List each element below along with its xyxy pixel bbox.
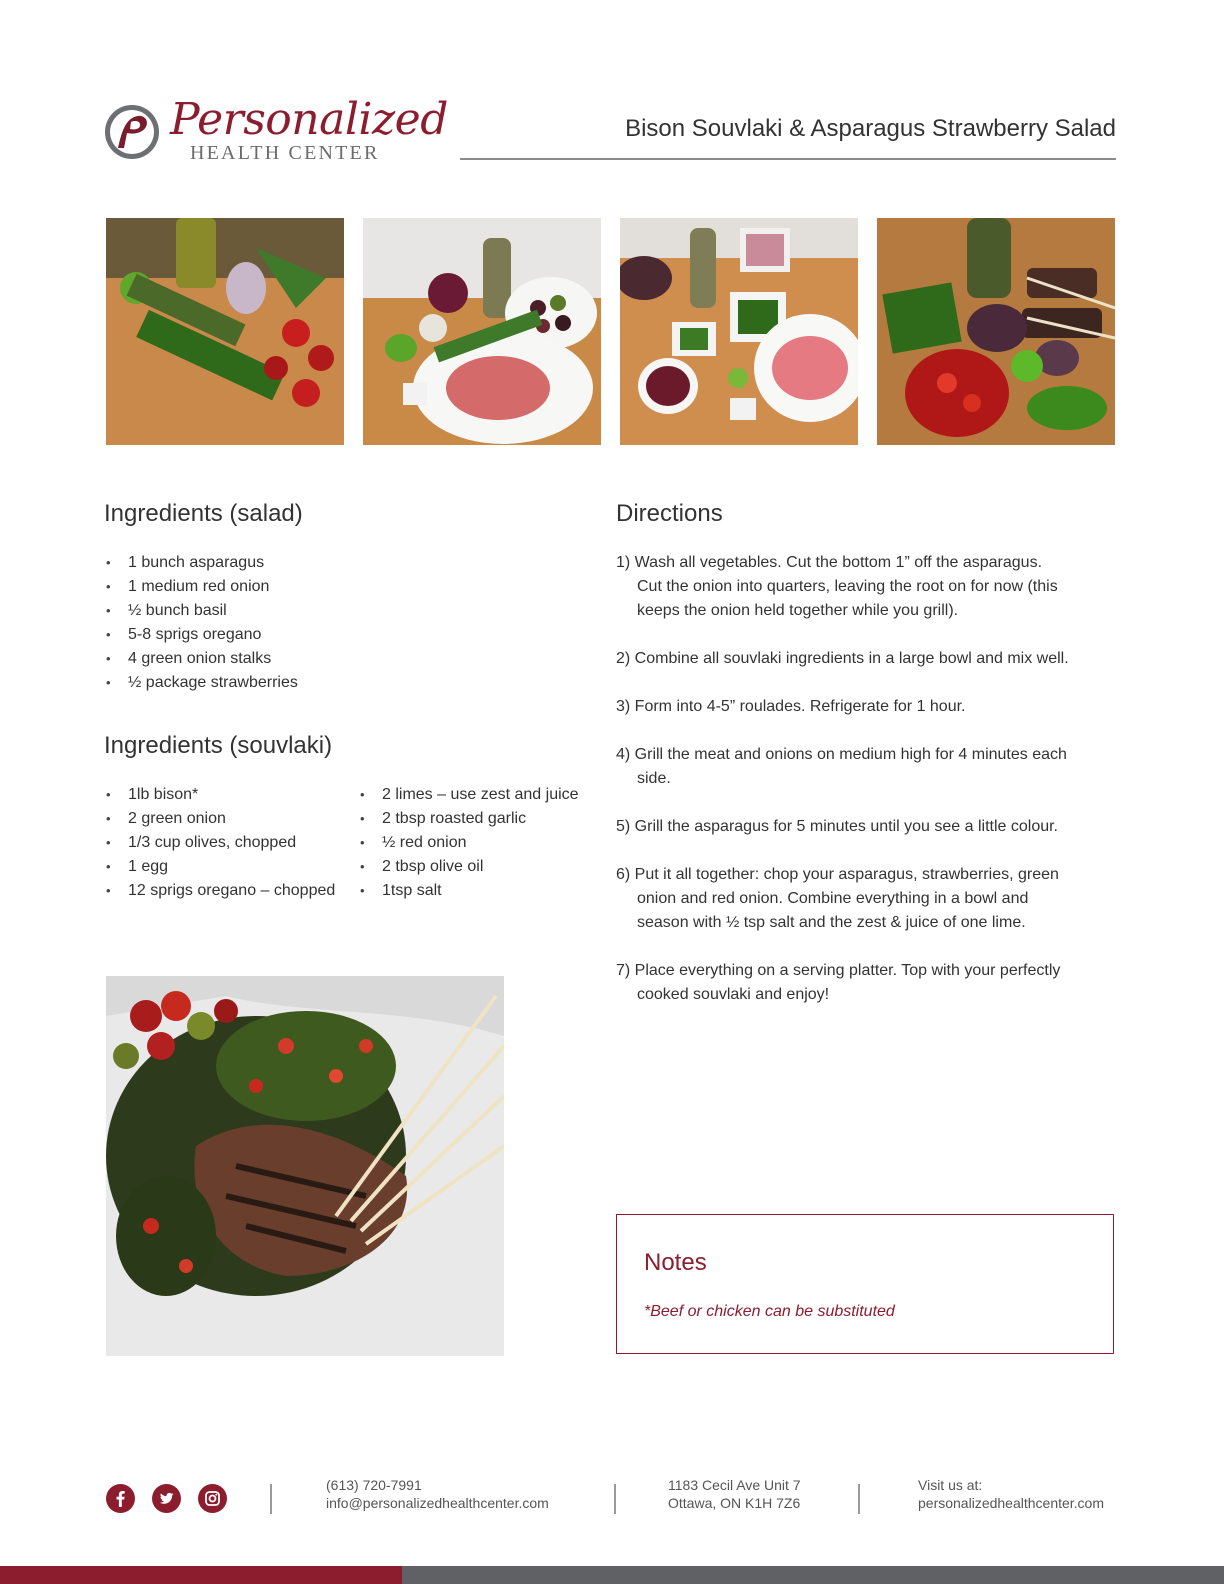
list-item: • 1 egg bbox=[104, 855, 335, 879]
footer-divider bbox=[858, 1484, 860, 1514]
address-block bbox=[668, 1476, 801, 1512]
list-item: • 5-8 sprigs oregano bbox=[104, 623, 298, 647]
list-item: • 1lb bison* bbox=[104, 783, 335, 807]
step-text: 7) Place everything on a serving platter. Top with your perfectly bbox=[616, 962, 1061, 979]
step-text: cooked souvlaki and enjoy! bbox=[637, 986, 830, 1003]
notes-box bbox=[616, 1214, 1114, 1354]
step-text: 5) Grill the asparagus for 5 minutes until you see a little colour. bbox=[616, 818, 1058, 835]
twitter-icon[interactable] bbox=[152, 1484, 181, 1513]
souvlaki-ingredient-list-2 bbox=[358, 783, 579, 903]
direction-step-1 bbox=[616, 551, 1116, 623]
contact-block bbox=[326, 1476, 549, 1512]
ingredients-photo-souvlaki bbox=[363, 218, 601, 445]
souvlaki-heading: Ingredients (souvlaki) bbox=[104, 732, 333, 759]
list-item: • ½ package strawberries bbox=[104, 671, 298, 695]
step-text: side. bbox=[637, 770, 671, 787]
ingredients-photo-salad bbox=[106, 218, 344, 445]
list-item: • 1/3 cup olives, chopped bbox=[104, 831, 335, 855]
footer-divider bbox=[270, 1484, 272, 1514]
direction-step-3 bbox=[616, 695, 1116, 719]
page-title: Bison Souvlaki & Asparagus Strawberry Salad bbox=[625, 115, 1116, 142]
logo-wordmark: Personalized bbox=[170, 94, 448, 145]
final-dish-photo bbox=[106, 976, 504, 1356]
list-item: • 2 tbsp roasted garlic bbox=[358, 807, 579, 831]
directions-heading: Directions bbox=[616, 500, 723, 527]
step-text: 1) Wash all vegetables. Cut the bottom 1” off the asparagus. bbox=[616, 554, 1043, 571]
visit-label: Visit us at: bbox=[918, 1477, 983, 1493]
step-text: Cut the onion into quarters, leaving the root on for now (this bbox=[637, 578, 1058, 595]
step-text: 6) Put it all together: chop your asparagus, strawberries, green bbox=[616, 866, 1059, 883]
direction-step-7 bbox=[616, 959, 1116, 1007]
address-line-2: Ottawa, ON K1H 7Z6 bbox=[668, 1495, 801, 1511]
direction-step-2 bbox=[616, 647, 1116, 671]
direction-step-5 bbox=[616, 815, 1116, 839]
website-block bbox=[918, 1476, 1104, 1512]
email-link[interactable]: info@personalizedhealthcenter.com bbox=[326, 1495, 549, 1511]
list-item: • ½ bunch basil bbox=[104, 599, 298, 623]
step-text: 4) Grill the meat and onions on medium high for 4 minutes each bbox=[616, 746, 1067, 763]
instagram-icon[interactable] bbox=[198, 1484, 227, 1513]
footer-bar bbox=[402, 1566, 1224, 1584]
step-text: keeps the onion held together while you grill). bbox=[637, 602, 959, 619]
website-link[interactable]: personalizedhealthcenter.com bbox=[918, 1495, 1105, 1511]
footer-bar-accent bbox=[0, 1566, 402, 1584]
address-line-1: 1183 Cecil Ave Unit 7 bbox=[668, 1477, 801, 1493]
list-item: • ½ red onion bbox=[358, 831, 579, 855]
step-text: 3) Form into 4-5” roulades. Refrigerate for 1 hour. bbox=[616, 698, 966, 715]
logo bbox=[104, 94, 448, 164]
direction-step-4 bbox=[616, 743, 1116, 791]
step-text: onion and red onion. Combine everything in a bowl and bbox=[637, 890, 1029, 907]
souvlaki-ingredient-list-1 bbox=[104, 783, 335, 903]
list-item: • 2 limes – use zest and juice bbox=[358, 783, 579, 807]
facebook-icon[interactable] bbox=[106, 1484, 135, 1513]
step-text: season with ½ tsp salt and the zest & juice of one lime. bbox=[637, 914, 1026, 931]
list-item: • 2 tbsp olive oil bbox=[358, 855, 579, 879]
phone-link[interactable]: (613) 720-7991 bbox=[326, 1477, 422, 1493]
list-item: • 1 medium red onion bbox=[104, 575, 298, 599]
list-item: • 1 bunch asparagus bbox=[104, 551, 298, 575]
step-text: 2) Combine all souvlaki ingredients in a large bowl and mix well. bbox=[616, 650, 1069, 667]
footer-divider bbox=[614, 1484, 616, 1514]
title-divider bbox=[460, 158, 1116, 160]
salad-heading: Ingredients (salad) bbox=[104, 500, 303, 527]
notes-title: Notes bbox=[644, 1249, 707, 1276]
logo-mark-icon bbox=[104, 104, 160, 160]
list-item: • 2 green onion bbox=[104, 807, 335, 831]
notes-text: *Beef or chicken can be substituted bbox=[644, 1303, 895, 1320]
logo-subtitle: HEALTH CENTER bbox=[190, 142, 380, 164]
ingredients-photo-prep bbox=[620, 218, 858, 445]
direction-step-6 bbox=[616, 863, 1116, 935]
list-item: • 1tsp salt bbox=[358, 879, 579, 903]
ingredients-photo-grilled bbox=[877, 218, 1115, 445]
salad-ingredient-list bbox=[104, 551, 298, 695]
list-item: • 4 green onion stalks bbox=[104, 647, 298, 671]
list-item: • 12 sprigs oregano – chopped bbox=[104, 879, 335, 903]
